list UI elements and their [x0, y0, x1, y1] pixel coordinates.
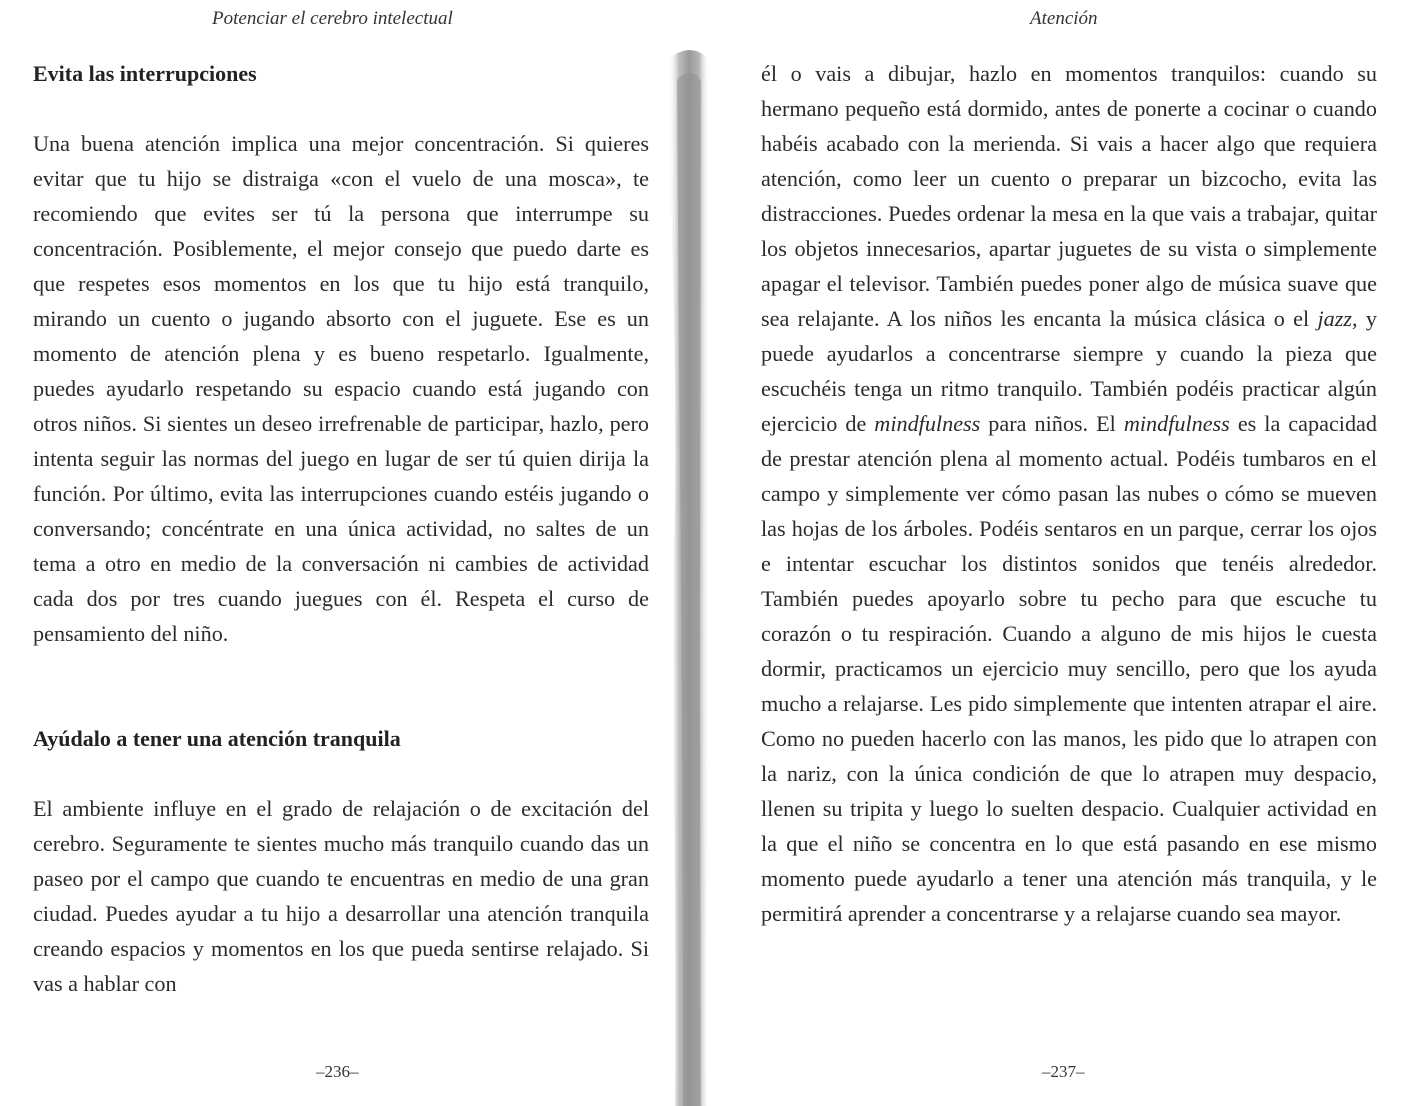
section-heading-calm-attention: Ayúdalo a tener una atención tranquila	[33, 726, 401, 751]
section-heading-interruptions: Evita las interrupciones	[33, 61, 257, 86]
left-text-column	[33, 56, 649, 1001]
right-text-column	[761, 56, 1377, 931]
page-number-right: –237–	[1042, 1062, 1085, 1081]
page-number-left: –236–	[316, 1062, 359, 1081]
paragraph-interruptions: Una buena atención implica una mejor concentración. Si quieres evitar que tu hijo se distraiga «con el vuelo de una mosca», te recomiendo que evites ser tú la persona que interrumpe su concentración. Posiblemente, el mejor consejo que puedo darte es que respetes esos momentos en los que tu hijo está tranquilo, mirando un cuento o jugando absorto con el juguete. Ese es un momento de atención plena y es bueno respetarlo. Igualmente, puedes ayudarlo respetando su espacio cuando está jugando con otros niños. Si sientes un deseo irrefrenable de participar, hazlo, pero intenta seguir las normas del juego en lugar de ser tú quien dirija la función. Por último, evita las interrupciones cuando estéis jugando o conversando; concéntrate en una única actividad, no saltes de un tema a otro en medio de la conversación ni cambies de actividad cada dos por tres cuando juegues con él. Respeta el curso de pensamiento del niño.	[33, 131, 649, 646]
italic-jazz: jazz,	[1317, 306, 1358, 331]
paragraph-right-continuation: él o vais a dibujar, hazlo en momentos tranquilos: cuando su hermano pequeño está dormido, antes de ponerte a cocinar o cuando habéis acabado con la merienda. Si vais a hacer algo que requiera atención, como leer un cuento o preparar un bizcocho, evita las distracciones. Puedes ordenar la mesa en la que vais a trabajar, quitar los objetos innecesarios, apartar juguetes de su vista o simplemente apagar el televisor. También puedes poner algo de música suave que sea relajante. A los niños les encanta la música clásica o el jazz, y puede ayudarlos a concentrarse siempre y cuando la pieza que escuchéis tenga un ritmo tranquilo. También podéis practicar algún ejercicio de mindfulness para niños. El mindfulness es la capacidad de prestar atención plena al momento actual. Podéis tumbaros en el campo y simplemente ver cómo pasan las nubes o cómo se mueven las hojas de los árboles. Podéis sentaros en un parque, cerrar los ojos e intentar escuchar los distintos sonidos que tenéis alrededor. También puedes apoyarlo sobre tu pecho para que escuche tu corazón o tu respiración. Cuando a alguno de mis hijos le cuesta dormir, practicamos un ejercicio muy sencillo, pero que los ayuda mucho a relajarse. Les pido simplemente que intenten atrapar el aire. Como no pueden hacerlo con las manos, les pido que lo atrapen con la nariz, con la única condición de que lo atrapen muy despacio, llenen su tripita y luego lo suelten despacio. Cualquier actividad en la que el niño se concentra en lo que está pasando en ese mismo momento puede ayudarlo a tener una atención más tranquila, y le permitirá aprender a concentrarse y a relajarse cuando sea mayor.	[761, 61, 1378, 926]
left-page	[0, 0, 668, 1106]
italic-mindfulness: mindfulness	[874, 411, 981, 436]
running-head-right: Atención	[1030, 8, 1098, 29]
running-head-left: Potenciar el cerebro intelectual	[212, 8, 453, 29]
italic-mindfulness: mindfulness	[1123, 411, 1230, 436]
paragraph-calm-attention: El ambiente influye en el grado de relajación o de excitación del cerebro. Seguramente te sientes mucho más tranquilo cuando das un paseo por el campo que cuando te encuentras en medio de una gran ciudad. Puedes ayudar a tu hijo a desarrollar una atención tranquila creando espacios y momentos en los que pueda sentirse relajado. Si vas a hablar con	[33, 796, 649, 996]
right-page	[715, 0, 1409, 1106]
